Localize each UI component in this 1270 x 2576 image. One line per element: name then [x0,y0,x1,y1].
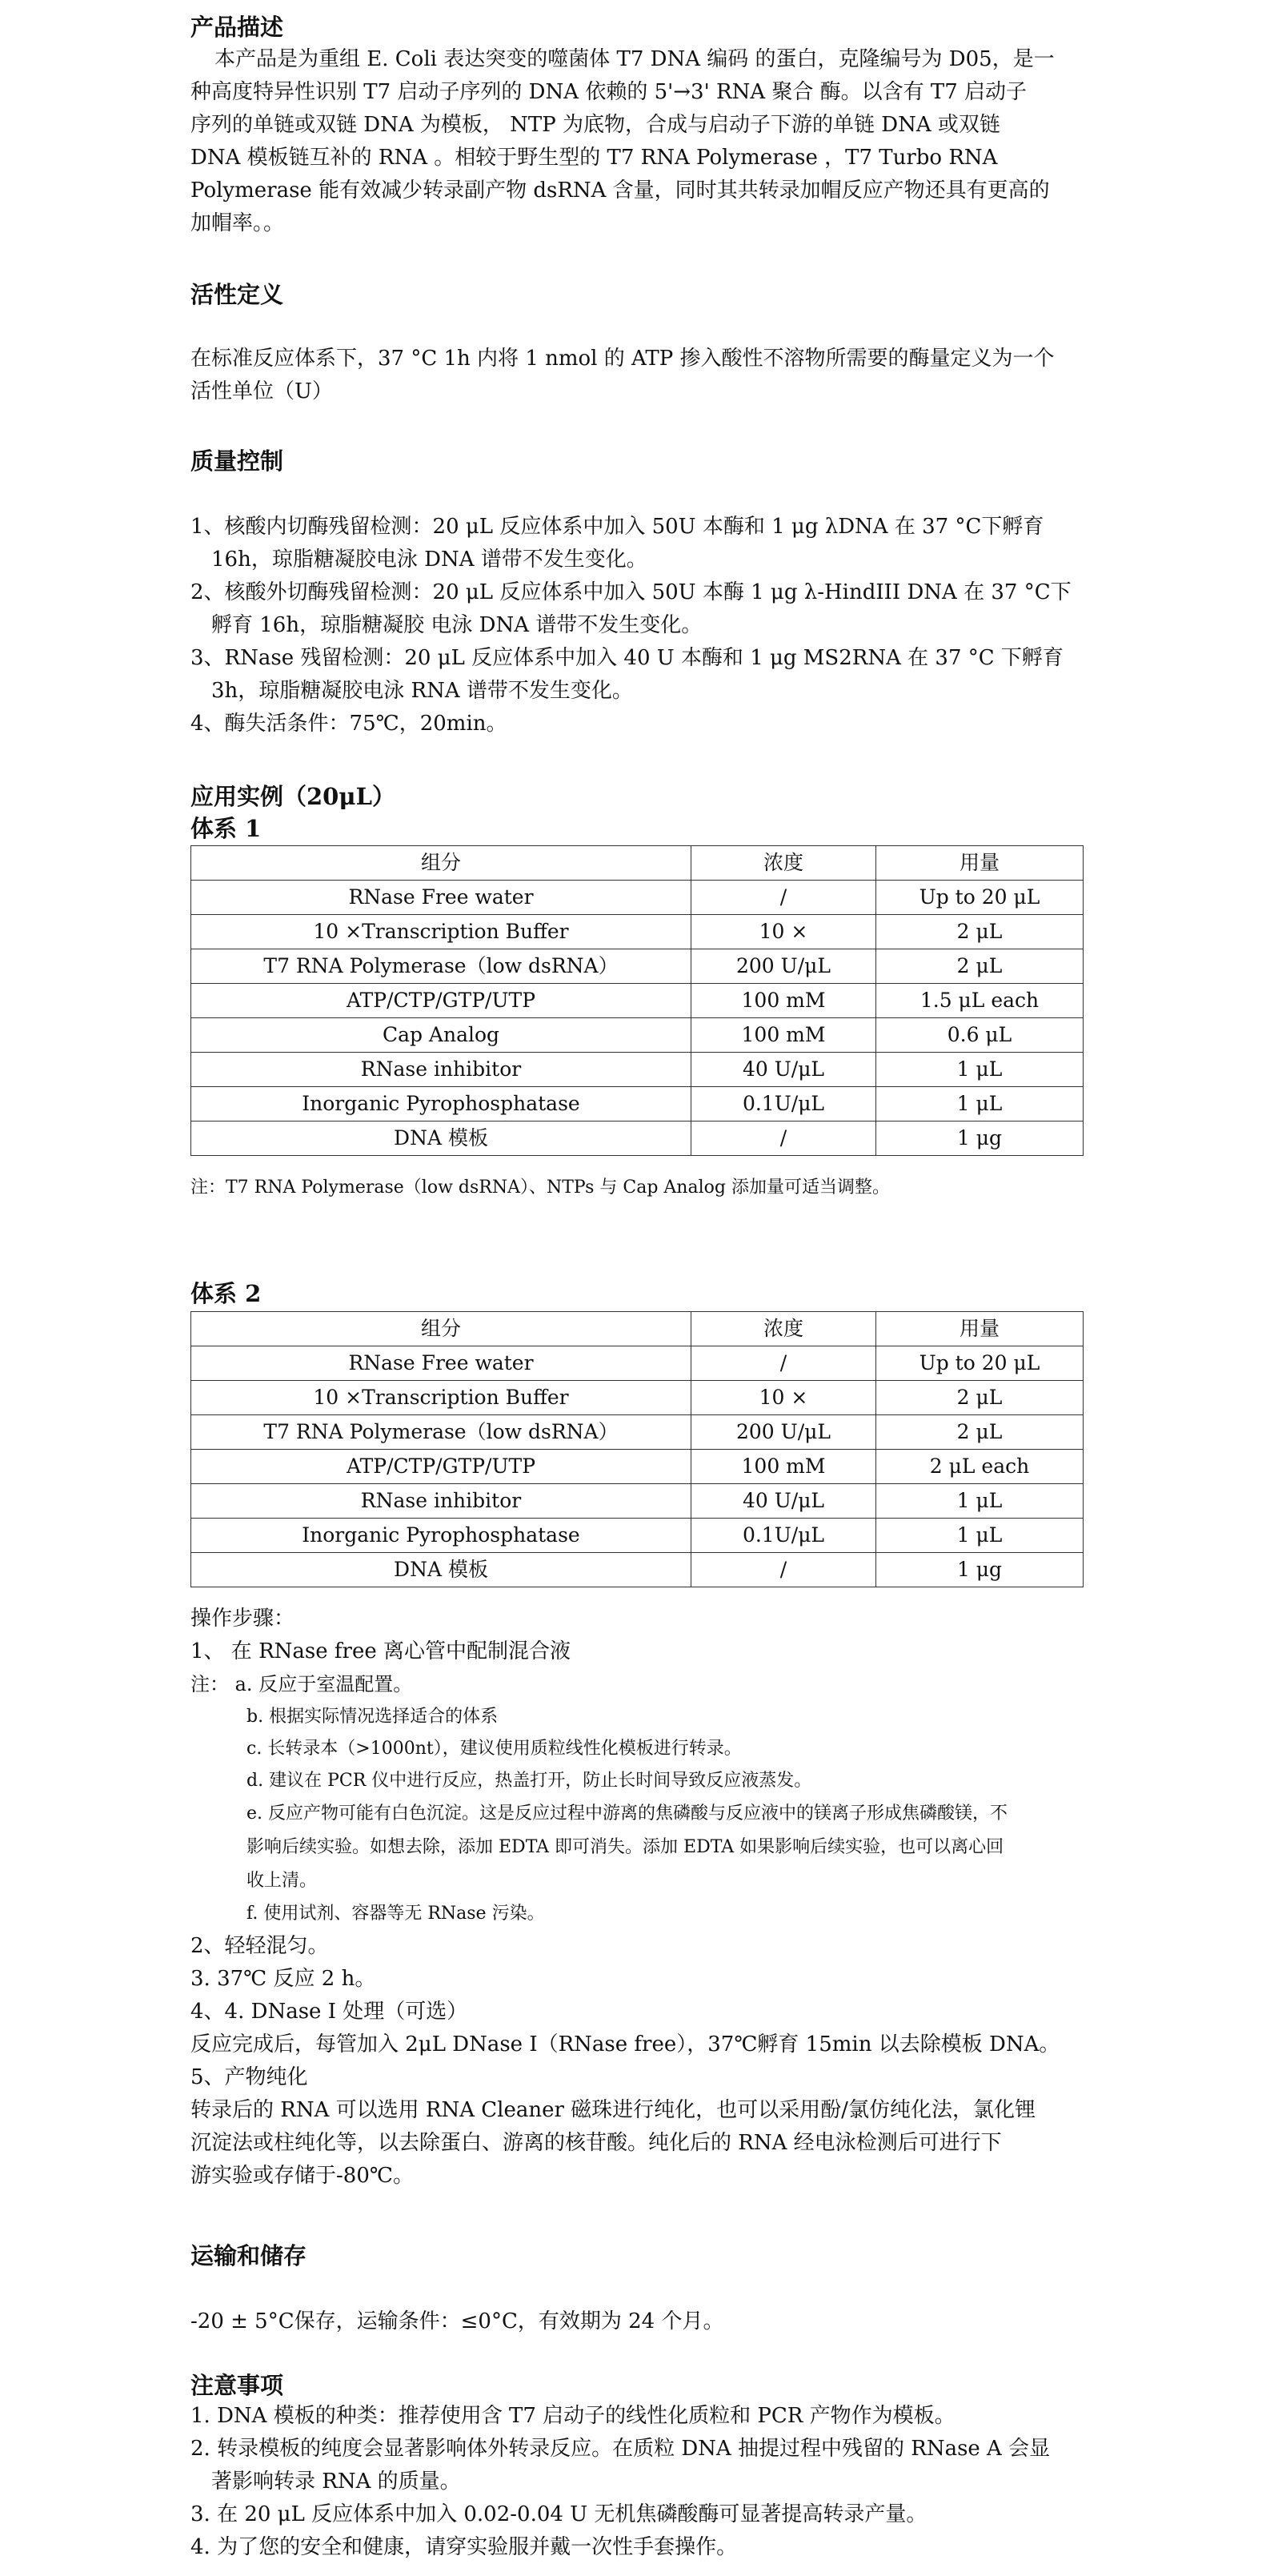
table-cell: Up to 20 μL [876,881,1084,915]
note-f: f. 使用试剂、容器等无 RNase 污染。 [246,1904,545,1924]
table-row [191,915,1084,949]
table-cell: 1 μL [876,1519,1084,1553]
table-row [191,1018,1084,1053]
table-cell: 1 μg [876,1121,1084,1156]
list-item-continued: 孵育 16h，琼脂糖凝胶 电泳 DNA 谱带不发生变化。 [211,613,703,637]
table-cell: 40 U/μL [691,1053,876,1087]
notes-list [190,2400,1080,2564]
table-cell: Inorganic Pyrophosphatase [191,1519,691,1553]
note-d: d. 建议在 PCR 仪中进行反应，热盖打开，防止长时间导致反应液蒸发。 [246,1771,812,1791]
table-row [191,1346,1084,1381]
table-cell: 100 mM [691,1018,876,1053]
section-title-product-description: 产品描述 [190,14,284,41]
step-5: 5、产物纯化 [190,2065,308,2089]
table-row [191,1381,1084,1415]
note-e-continued: 影响后续实验。如想去除，添加 EDTA 即可消失。添加 EDTA 如果影响后续实验，也可以离心回 [246,1837,1004,1857]
steps-title: 操作步骤： [190,1607,295,1631]
note-e-continued: 收上清。 [246,1871,318,1891]
table-row [191,1087,1084,1121]
note-c: c. 长转录本（>1000nt），建议使用质粒线性化模板进行转录。 [246,1739,742,1759]
list-item-continued: 3h，琼脂糖凝胶电泳 RNA 谱带不发生变化。 [211,679,633,703]
paragraph-line: 活性单位（U） [190,379,333,403]
table-cell: 40 U/μL [691,1484,876,1519]
table-row [191,1415,1084,1450]
table-cell: 1 μL [876,1484,1084,1519]
table-header-row [191,846,1084,881]
table-row [191,1053,1084,1087]
table-cell: DNA 模板 [191,1553,691,1587]
note-b: b. 根据实际情况选择适合的体系 [246,1707,499,1727]
list-item: 4、酶失活条件：75℃，20min。 [190,712,507,736]
table-row [191,984,1084,1018]
table-cell: RNase inhibitor [191,1484,691,1519]
table-row [191,1553,1084,1587]
step-2: 2、轻轻混匀。 [190,1934,329,1958]
note-e: e. 反应产物可能有白色沉淀。这是反应过程中游离的焦磷酸与反应液中的镁离子形成焦磷酸镁，不 [246,1804,1008,1824]
table-cell: T7 RNA Polymerase（low dsRNA） [191,1415,691,1450]
storage-text: -20 ± 5°C保存，运输条件：≤0°C，有效期为 24 个月。 [190,2309,724,2333]
table-cell: 200 U/μL [691,949,876,984]
step-4-detail: 反应完成后，每管加入 2μL DNase I（RNase free），37℃孵育 15min 以去除模板 DNA。 [190,2032,1060,2056]
list-item-continued: 16h，琼脂糖凝胶电泳 DNA 谱带不发生变化。 [211,548,647,572]
table-cell: Up to 20 μL [876,1346,1084,1381]
table-cell: Inorganic Pyrophosphatase [191,1087,691,1121]
header-concentration: 浓度 [691,1312,876,1346]
notes-item: 1. DNA 模板的种类：推荐使用含 T7 启动子的线性化质粒和 PCR 产物作为模板。 [190,2404,956,2428]
paragraph-line: 在标准反应体系下，37 °C 1h 内将 1 nmol 的 ATP 掺入酸性不溶物所需要的酶量定义为一个 [190,347,1055,371]
table-cell: ATP/CTP/GTP/UTP [191,1450,691,1484]
table-cell: 10 × [691,1381,876,1415]
table-cell: / [691,1121,876,1156]
table-note: 注：T7 RNA Polymerase（low dsRNA）、NTPs 与 Cap Analog 添加量可适当调整。 [190,1178,890,1198]
table-cell: 100 mM [691,1450,876,1484]
table-cell: 10 ×Transcription Buffer [191,1381,691,1415]
header-concentration: 浓度 [691,846,876,881]
table-cell: / [691,1553,876,1587]
table-cell: ATP/CTP/GTP/UTP [191,984,691,1018]
list-item: 3、RNase 残留检测：20 μL 反应体系中加入 40 U 本酶和 1 μg MS2RNA 在 37 °C 下孵育 [190,646,1064,670]
step-5-text: 沉淀法或柱纯化等，以去除蛋白、游离的核苷酸。纯化后的 RNA 经电泳检测后可进行下 [190,2131,1002,2155]
operation-steps [190,1603,1080,2193]
paragraph-line: 本产品是为重组 E. Coli 表达突变的噬菌体 T7 DNA 编码 的蛋白，克隆编号为 D05，是一 [214,47,1055,71]
paragraph-line: 种高度特异性识别 T7 启动子序列的 DNA 依赖的 5'→3' RNA 聚合 酶。以含有 T7 启动子 [190,80,1028,104]
system-1-title: 体系 1 [190,815,262,842]
activity-definition [190,343,1080,408]
notes-item-continued: 著影响转录 RNA 的质量。 [211,2470,461,2494]
section-title-notes: 注意事项 [190,2372,284,2399]
step-3: 3. 37℃ 反应 2 h。 [190,1967,376,1991]
table-cell: 0.1U/μL [691,1519,876,1553]
header-component: 组分 [191,846,691,881]
table-cell: 10 ×Transcription Buffer [191,915,691,949]
table-cell: 1 μL [876,1087,1084,1121]
table-cell: DNA 模板 [191,1121,691,1156]
list-item: 2、核酸外切酶残留检测：20 μL 反应体系中加入 50U 本酶 1 μg λ-HindIII DNA 在 37 °C下 [190,580,1072,604]
header-amount: 用量 [876,846,1084,881]
table-cell: 200 U/μL [691,1415,876,1450]
paragraph-line: 加帽率。。 [190,211,285,235]
step-4: 4、4. DNase I 处理（可选） [190,2000,468,2024]
table-cell: RNase Free water [191,881,691,915]
paragraph-line: DNA 模板链互补的 RNA 。相较于野生型的 T7 RNA Polymerase ，T7 Turbo RNA [190,146,998,170]
table-cell: / [691,881,876,915]
section-title-activity-definition: 活性定义 [190,281,284,308]
table-cell: RNase Free water [191,1346,691,1381]
table-cell: T7 RNA Polymerase（low dsRNA） [191,949,691,984]
paragraph-line: 序列的单链或双链 DNA 为模板， NTP 为底物，合成与启动子下游的单链 DNA 或双链 [190,113,1000,137]
list-item: 1、核酸内切酶残留检测：20 μL 反应体系中加入 50U 本酶和 1 μg λDNA 在 37 °C下孵育 [190,515,1044,539]
section-title-storage: 运输和储存 [190,2242,307,2269]
header-component: 组分 [191,1312,691,1346]
section-title-application: 应用实例（20μL） [190,783,395,810]
table-row [191,1121,1084,1156]
table-row [191,1484,1084,1519]
table-cell: 2 μL [876,949,1084,984]
table-cell: 1 μg [876,1553,1084,1587]
notes-item: 2. 转录模板的纯度会显著影响体外转录反应。在质粒 DNA 抽提过程中残留的 RNase A 会显 [190,2437,1051,2461]
table-cell: 100 mM [691,984,876,1018]
table-cell: Cap Analog [191,1018,691,1053]
table-row [191,1519,1084,1553]
table-cell: 0.6 μL [876,1018,1084,1053]
step-5-text: 游实验或存储于-80℃。 [190,2164,414,2188]
table-cell: 2 μL each [876,1450,1084,1484]
table-cell: 1 μL [876,1053,1084,1087]
system-2-table [190,1311,1084,1587]
table-cell: 10 × [691,915,876,949]
step-1: 1、 在 RNase free 离心管中配制混合液 [190,1639,571,1663]
table-cell: 2 μL [876,1415,1084,1450]
section-title-quality-control: 质量控制 [190,447,284,475]
table-cell: 2 μL [876,1381,1084,1415]
table-cell: RNase inhibitor [191,1053,691,1087]
table-row [191,949,1084,984]
table-cell: 0.1U/μL [691,1087,876,1121]
table-cell: 2 μL [876,915,1084,949]
quality-control-list [190,511,1080,740]
paragraph-line: Polymerase 能有效减少转录副产物 dsRNA 含量，同时其共转录加帽反应产物还具有更高的 [190,179,1050,203]
system-2-title: 体系 2 [190,1280,262,1307]
notes-item: 4. 为了您的安全和健康，请穿实验服并戴一次性手套操作。 [190,2535,738,2559]
product-description [190,43,1080,240]
table-row [191,881,1084,915]
note-a: 注： a. 反应于室温配置。 [190,1673,413,1695]
table-header-row [191,1312,1084,1346]
table-cell: 1.5 μL each [876,984,1084,1018]
step-5-text: 转录后的 RNA 可以选用 RNA Cleaner 磁珠进行纯化，也可以采用酚/氯仿纯化法，氯化锂 [190,2098,1036,2122]
table-cell: / [691,1346,876,1381]
header-amount: 用量 [876,1312,1084,1346]
table-row [191,1450,1084,1484]
notes-item: 3. 在 20 μL 反应体系中加入 0.02-0.04 U 无机焦磷酸酶可显著提高转录产量。 [190,2502,927,2526]
system-1-table [190,845,1084,1156]
